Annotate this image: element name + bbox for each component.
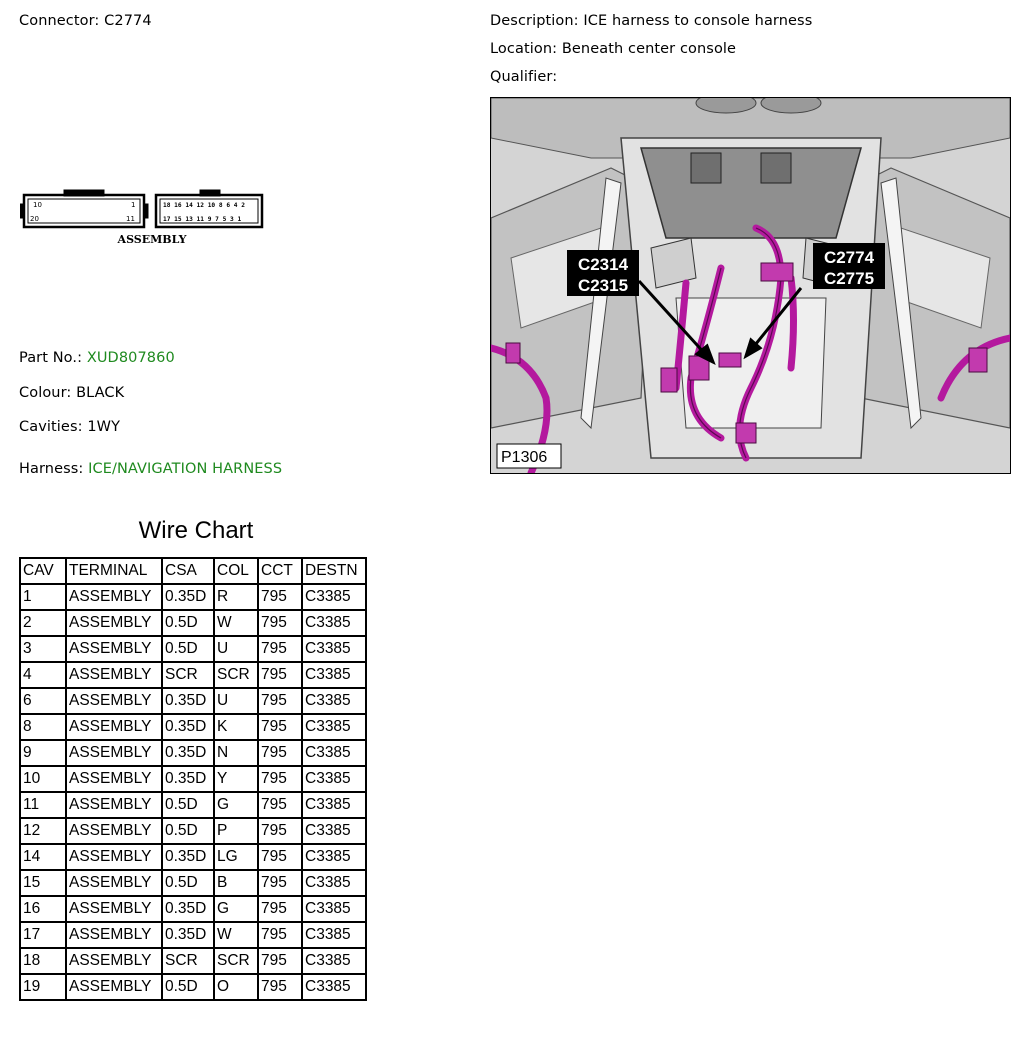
- table-row: [21, 975, 365, 999]
- cell-col: P: [215, 819, 257, 843]
- cell-cct: 795: [259, 975, 301, 999]
- cell-csa: 0.35D: [163, 897, 213, 921]
- cell-csa: 0.35D: [163, 845, 213, 869]
- connector-value: C2774: [104, 13, 152, 29]
- callout-right-2: C2775: [823, 269, 875, 288]
- cell-col: W: [215, 923, 257, 947]
- cell-terminal: ASSEMBLY: [67, 689, 161, 713]
- cell-cav: 10: [21, 767, 65, 791]
- description-label: Description:: [490, 13, 579, 29]
- table-row: [21, 741, 365, 765]
- location-value: Beneath center console: [561, 41, 737, 57]
- cell-col: K: [215, 715, 257, 739]
- cell-csa: 0.5D: [163, 637, 213, 661]
- table-row: [21, 767, 365, 791]
- table-header-row: [21, 559, 365, 583]
- cell-csa: 0.5D: [163, 975, 213, 999]
- wire-chart-title: Wire Chart: [138, 517, 254, 544]
- cell-cct: 795: [259, 663, 301, 687]
- console-illustration: [491, 98, 1010, 473]
- cell-cav: 15: [21, 871, 65, 895]
- table-row: [21, 819, 365, 843]
- cell-col: SCR: [215, 949, 257, 973]
- header-terminal: TERMINAL: [67, 559, 161, 583]
- cell-terminal: ASSEMBLY: [67, 793, 161, 817]
- cell-csa: 0.35D: [163, 715, 213, 739]
- cell-cav: 3: [21, 637, 65, 661]
- cell-cav: 1: [21, 585, 65, 609]
- harness-label: Harness:: [19, 461, 84, 477]
- cell-cct: 795: [259, 845, 301, 869]
- cell-terminal: ASSEMBLY: [67, 871, 161, 895]
- cavities-label: Cavities:: [19, 419, 83, 435]
- pins-right-row2: 17 15 13 11 9 7 5 3 1: [163, 216, 242, 223]
- cell-terminal: ASSEMBLY: [67, 585, 161, 609]
- cell-csa: 0.35D: [163, 585, 213, 609]
- colour-value: BLACK: [76, 385, 125, 401]
- cell-cav: 18: [21, 949, 65, 973]
- figure-id: P1306: [501, 449, 548, 466]
- cell-csa: 0.35D: [163, 741, 213, 765]
- table-row: [21, 637, 365, 661]
- pin-right-bottom: 11: [126, 215, 135, 223]
- table-row: [21, 793, 365, 817]
- harness-link[interactable]: ICE/NAVIGATION HARNESS: [88, 461, 283, 477]
- pins-right-row1: 18 16 14 12 10 8 6 4 2: [163, 202, 245, 209]
- callout-right-1: C2774: [823, 248, 875, 267]
- cell-cct: 795: [259, 637, 301, 661]
- cell-csa: SCR: [163, 663, 213, 687]
- cell-terminal: ASSEMBLY: [67, 663, 161, 687]
- cell-cav: 11: [21, 793, 65, 817]
- cell-col: O: [215, 975, 257, 999]
- cell-cav: 12: [21, 819, 65, 843]
- cell-destn: C3385: [303, 585, 365, 609]
- cell-col: G: [215, 897, 257, 921]
- cell-col: SCR: [215, 663, 257, 687]
- cell-cav: 6: [21, 689, 65, 713]
- connector-caption: ASSEMBLY: [117, 233, 187, 246]
- cell-cav: 14: [21, 845, 65, 869]
- colour-field: [19, 385, 124, 401]
- header-csa: CSA: [163, 559, 213, 583]
- cell-cav: 17: [21, 923, 65, 947]
- cell-destn: C3385: [303, 923, 365, 947]
- location-figure: [490, 97, 1011, 474]
- cell-terminal: ASSEMBLY: [67, 767, 161, 791]
- cell-csa: 0.5D: [163, 819, 213, 843]
- cavities-field: [19, 419, 120, 435]
- header-cct: CCT: [259, 559, 301, 583]
- connector-label: Connector:: [19, 13, 100, 29]
- connector-face-drawing: [20, 186, 270, 250]
- cell-destn: C3385: [303, 949, 365, 973]
- cell-csa: 0.5D: [163, 611, 213, 635]
- table-row: [21, 949, 365, 973]
- wire-chart-table: [19, 557, 367, 1001]
- cell-cct: 795: [259, 923, 301, 947]
- cell-terminal: ASSEMBLY: [67, 715, 161, 739]
- cell-cav: 4: [21, 663, 65, 687]
- table-row: [21, 611, 365, 635]
- cell-cct: 795: [259, 715, 301, 739]
- cell-terminal: ASSEMBLY: [67, 611, 161, 635]
- cell-csa: SCR: [163, 949, 213, 973]
- cell-csa: 0.35D: [163, 767, 213, 791]
- cell-cav: 8: [21, 715, 65, 739]
- qualifier-field: [490, 69, 557, 85]
- wire-chart-body: [21, 585, 365, 999]
- cell-terminal: ASSEMBLY: [67, 949, 161, 973]
- cell-terminal: ASSEMBLY: [67, 897, 161, 921]
- table-row: [21, 715, 365, 739]
- cavities-value: 1WY: [87, 419, 121, 435]
- cell-col: W: [215, 611, 257, 635]
- cell-terminal: ASSEMBLY: [67, 819, 161, 843]
- cell-destn: C3385: [303, 663, 365, 687]
- cell-col: Y: [215, 767, 257, 791]
- pin-left-bottom: 20: [30, 215, 39, 223]
- cell-cav: 9: [21, 741, 65, 765]
- table-row: [21, 585, 365, 609]
- cell-cct: 795: [259, 741, 301, 765]
- cell-col: LG: [215, 845, 257, 869]
- cell-col: R: [215, 585, 257, 609]
- cell-cct: 795: [259, 949, 301, 973]
- pin-right-top: 1: [131, 201, 136, 209]
- cell-destn: C3385: [303, 975, 365, 999]
- cell-terminal: ASSEMBLY: [67, 845, 161, 869]
- cell-destn: C3385: [303, 819, 365, 843]
- cell-terminal: ASSEMBLY: [67, 975, 161, 999]
- cell-csa: 0.5D: [163, 793, 213, 817]
- table-row: [21, 871, 365, 895]
- cell-cct: 795: [259, 819, 301, 843]
- cell-destn: C3385: [303, 611, 365, 635]
- cell-cav: 16: [21, 897, 65, 921]
- cell-cct: 795: [259, 767, 301, 791]
- cell-csa: 0.35D: [163, 923, 213, 947]
- cell-csa: 0.35D: [163, 689, 213, 713]
- cell-col: U: [215, 689, 257, 713]
- colour-label: Colour:: [19, 385, 72, 401]
- cell-destn: C3385: [303, 845, 365, 869]
- cell-terminal: ASSEMBLY: [67, 637, 161, 661]
- cell-destn: C3385: [303, 871, 365, 895]
- cell-cav: 2: [21, 611, 65, 635]
- cell-destn: C3385: [303, 897, 365, 921]
- cell-cct: 795: [259, 611, 301, 635]
- cell-cct: 795: [259, 897, 301, 921]
- cell-terminal: ASSEMBLY: [67, 741, 161, 765]
- cell-col: U: [215, 637, 257, 661]
- part-number-link[interactable]: XUD807860: [86, 350, 175, 366]
- harness-field: [19, 461, 282, 477]
- cell-col: B: [215, 871, 257, 895]
- cell-destn: C3385: [303, 793, 365, 817]
- cell-csa: 0.5D: [163, 871, 213, 895]
- header-cav: CAV: [21, 559, 65, 583]
- cell-cct: 795: [259, 871, 301, 895]
- description-field: [490, 13, 812, 29]
- part-number-field: [19, 350, 175, 366]
- cell-destn: C3385: [303, 637, 365, 661]
- table-row: [21, 663, 365, 687]
- table-row: [21, 689, 365, 713]
- header-col: COL: [215, 559, 257, 583]
- cell-destn: C3385: [303, 689, 365, 713]
- description-value: ICE harness to console harness: [583, 13, 813, 29]
- connector-field: [19, 13, 152, 29]
- qualifier-label: Qualifier:: [490, 69, 558, 85]
- cell-cct: 795: [259, 689, 301, 713]
- cell-destn: C3385: [303, 715, 365, 739]
- cell-cav: 19: [21, 975, 65, 999]
- table-row: [21, 923, 365, 947]
- cell-cct: 795: [259, 793, 301, 817]
- cell-destn: C3385: [303, 741, 365, 765]
- cell-destn: C3385: [303, 767, 365, 791]
- table-row: [21, 897, 365, 921]
- pin-left-top: 10: [33, 201, 42, 209]
- callout-left-2: C2315: [577, 276, 629, 295]
- part-number-label: Part No.:: [19, 350, 83, 366]
- cell-cct: 795: [259, 585, 301, 609]
- cell-col: G: [215, 793, 257, 817]
- location-label: Location:: [490, 41, 558, 57]
- location-field: [490, 41, 736, 57]
- header-destn: DESTN: [303, 559, 365, 583]
- cell-terminal: ASSEMBLY: [67, 923, 161, 947]
- table-row: [21, 845, 365, 869]
- callout-left-1: C2314: [577, 255, 629, 274]
- cell-col: N: [215, 741, 257, 765]
